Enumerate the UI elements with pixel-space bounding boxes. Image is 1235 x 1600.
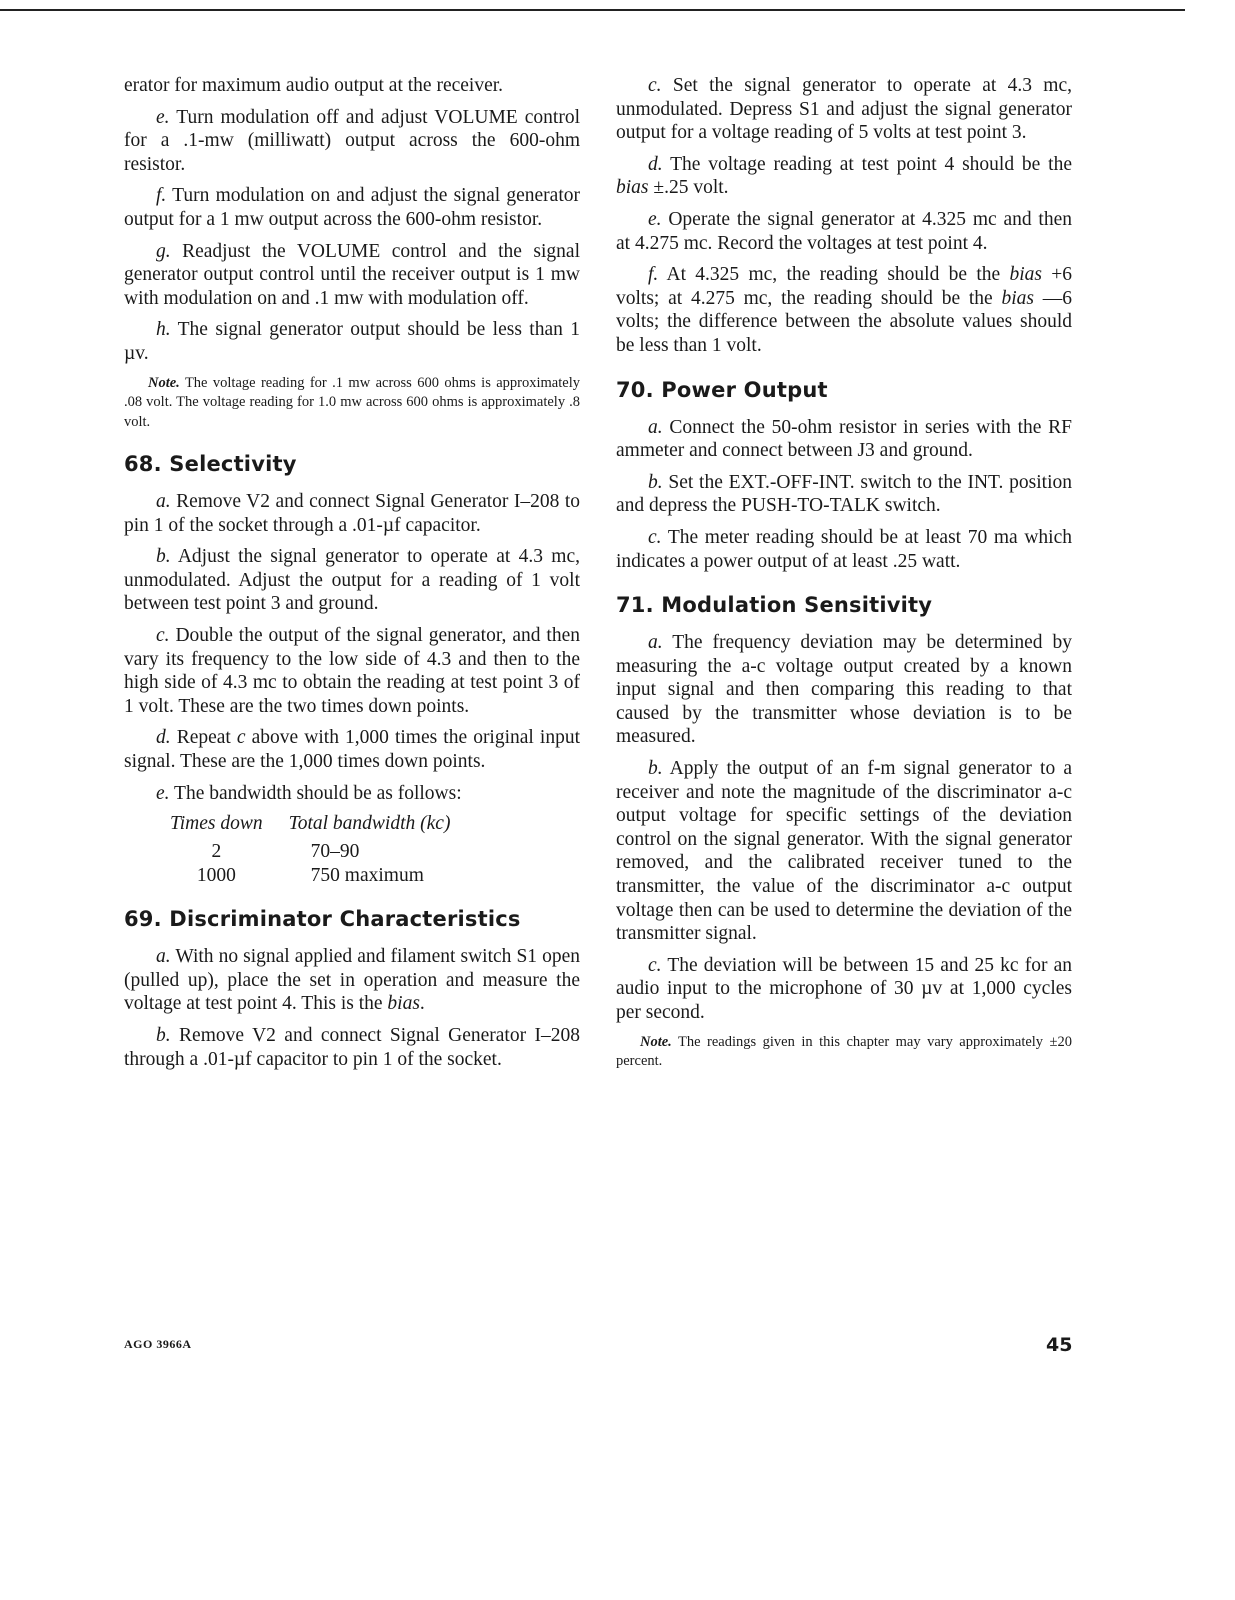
right-column — [616, 74, 1072, 1080]
paragraph: d. The voltage reading at test point 4 should be the bias ±.25 volt. — [616, 153, 1072, 199]
paragraph: a. The frequency deviation may be determined by measuring the a-c voltage output created by a known input signal and then comparing this reading to that caused by the transmitter whose deviation is to be measured. — [616, 632, 1072, 748]
paragraph: e. Turn modulation off and adjust VOLUME control for a .1-mw (milliwatt) output across the 600-ohm resistor. — [124, 106, 580, 175]
bandwidth-table — [164, 813, 470, 887]
paragraph: c. The meter reading should be at least 70 ma which indicates a power output of at least .25 watt. — [616, 526, 1072, 572]
section-heading-69: 69. Discriminator Characteristics — [124, 907, 521, 932]
left-column — [124, 74, 580, 1079]
paragraph: b. Set the EXT.-OFF-INT. switch to the INT. position and depress the PUSH-TO-TALK switch. — [616, 471, 1072, 517]
note: Note. The readings given in this chapter may vary approximately ±20 percent. — [616, 1033, 1072, 1070]
paragraph: c. Double the output of the signal generator, and then vary its frequency to the low side of 4.3 and then to the high side of 4.3 mc to obtain the reading at test point 3 of 1 volt. These are the two times down points. — [124, 625, 580, 717]
paragraph: c. The deviation will be between 15 and 25 kc for an audio input to the microphone of 30 µv at 1,000 cycles per second. — [616, 954, 1072, 1023]
top-rule — [0, 9, 1185, 11]
section-heading-68: 68. Selectivity — [124, 452, 297, 477]
paragraph: b. Apply the output of an f-m signal generator to a receiver and note the magnitude of the discriminator a-c output voltage for specific settings of the deviation control on the signal generator. With the signal generator removed, and the calibrated receiver tuned to the transmitter, the value of the discriminator a-c output voltage then can be used to determine the deviation of the transmitter signal. — [616, 758, 1072, 945]
section-heading-71: 71. Modulation Sensitivity — [616, 593, 933, 618]
table-header: Times down — [170, 813, 263, 835]
paragraph: a. Remove V2 and connect Signal Generator I–208 to pin 1 of the socket through a .01-µf capacitor. — [124, 491, 580, 536]
paragraph: b. Remove V2 and connect Signal Generator I–208 through a .01-µf capacitor to pin 1 of the socket. — [124, 1024, 580, 1070]
paragraph: b. Adjust the signal generator to operate at 4.3 mc, unmodulated. Adjust the output for a reading of 1 volt between test point 3 and ground. — [124, 546, 580, 615]
paragraph: a. With no signal applied and filament switch S1 open (pulled up), place the set in operation and measure the voltage at test point 4. This is the bias. — [124, 946, 580, 1015]
table-header: Total bandwidth (kc) — [288, 813, 451, 835]
paragraph: h. The signal generator output should be less than 1 µv. — [124, 319, 580, 364]
paragraph: a. Connect the 50-ohm resistor in series with the RF ammeter and connect between J3 and ground. — [616, 416, 1072, 462]
note: Note. The voltage reading for .1 mw across 600 ohms is approximately .08 volt. The voltage reading for 1.0 mw across 600 ohms is approximately .8 volt. — [124, 374, 580, 430]
table-row — [164, 839, 470, 863]
table-cell: 70–90 — [310, 841, 360, 863]
paragraph: c. Set the signal generator to operate at 4.3 mc, unmodulated. Depress S1 and adjust the signal generator output for a voltage reading of 5 volts at test point 3. — [616, 75, 1072, 144]
page-number: 45 — [1046, 1334, 1073, 1356]
paragraph: f. Turn modulation on and adjust the signal generator output for a 1 mw output across the 600-ohm resistor. — [124, 185, 580, 230]
table-header-row — [164, 813, 470, 839]
paragraph: e. The bandwidth should be as follows: — [156, 782, 462, 804]
paragraph: g. Readjust the VOLUME control and the signal generator output control until the receiver output is 1 mw with modulation on and .1 mw with modulation off. — [124, 240, 580, 309]
paragraph: erator for maximum audio output at the receiver. — [124, 75, 504, 96]
table-cell: 750 maximum — [310, 865, 424, 887]
section-heading-70: 70. Power Output — [616, 377, 828, 402]
document-code: AGO 3966A — [124, 1337, 192, 1351]
table-cell: 2 — [211, 841, 222, 863]
paragraph: f. At 4.325 mc, the reading should be the bias +6 volts; at 4.275 mc, the reading should be the bias —6 volts; the difference between the absolute values should be less than 1 volt. — [616, 264, 1073, 356]
paragraph: e. Operate the signal generator at 4.325 mc and then at 4.275 mc. Record the voltages at test point 4. — [616, 208, 1072, 254]
paragraph: d. Repeat c above with 1,000 times the original input signal. These are the 1,000 times down points. — [124, 727, 580, 772]
table-row — [164, 863, 470, 887]
table-cell: 1000 — [196, 865, 236, 887]
